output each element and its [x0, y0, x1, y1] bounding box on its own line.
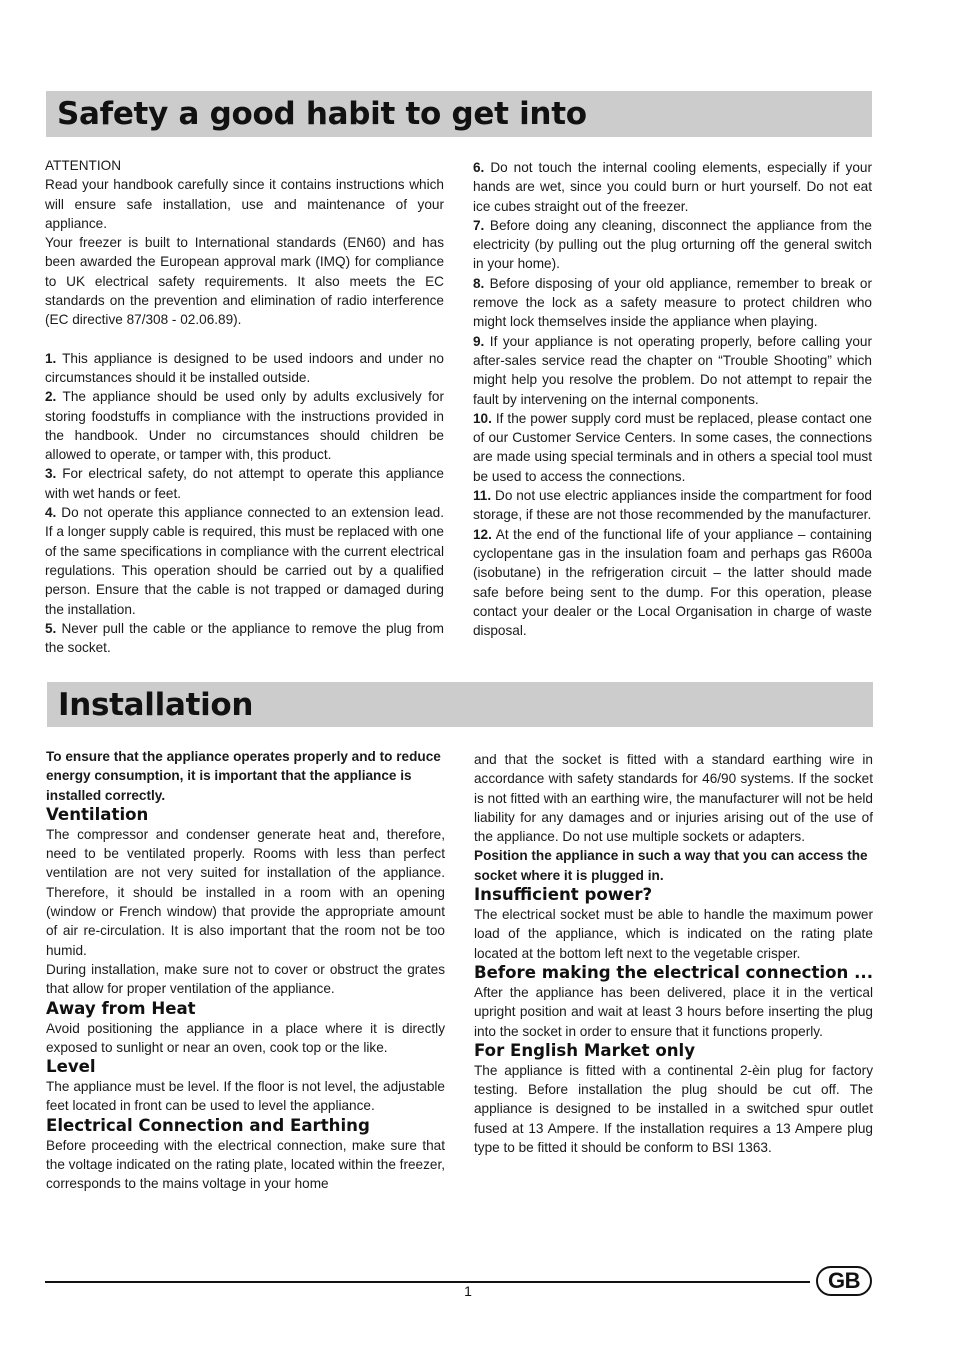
installation-title: Installation: [58, 686, 254, 723]
ventilation-heading: Ventilation: [46, 804, 149, 824]
footer-rule: [45, 1281, 810, 1283]
safety-item-9: 9. If your appliance is not operating properly, before calling your after-sales service read the chapter on “Trouble Shooting” which might help you resolve the problem. Do not attempt to repair the fault by intervening on the internal components.: [473, 333, 872, 407]
safety-title: Safety a good habit to get into: [57, 96, 587, 132]
before-connection-text: After the appliance has been delivered, place it in the vertical upright position and wait at least 3 hours before inserting the plug into the socket in order to ensure that it functions properly.: [474, 984, 873, 1039]
attention-label: ATTENTION: [45, 158, 122, 173]
safety-item-7: 7. Before doing any cleaning, disconnect the appliance from the electricity (by pulling out the plug orturning off the general switch in your home).: [473, 217, 872, 272]
safety-column-left: [45, 156, 444, 657]
ventilation-text-1: The compressor and condenser generate heat and, therefore, need to be ventilated properly. Rooms with less than perfect ventilation are not very suited for installation of the appliance. Therefore, it should be installed in a room with an opening (window or French window) that provide the appropriate amount of air re-circulation. It is also important that the room not be too humid.: [46, 826, 445, 958]
safety-item-3: 3. For electrical safety, do not attempt to operate this appliance with wet hands or feet.: [45, 466, 444, 501]
safety-item-1: 1. This appliance is designed to be used indoors and under no circumstances should it be installed outside.: [45, 350, 444, 385]
away-from-heat-heading: Away from Heat: [46, 998, 196, 1018]
installation-column-left: [46, 747, 445, 1194]
before-connection-heading: Before making the electrical connection ...: [474, 962, 874, 982]
installation-intro: To ensure that the appliance operates properly and to reduce energy consumption, it is important that the appliance is installed correctly.: [46, 749, 441, 803]
insufficient-power-text: The electrical socket must be able to handle the maximum power load of the appliance, which is indicated on the rating plate located at the bottom left next to the vegetable crisper.: [474, 907, 873, 961]
english-market-text: The appliance is fitted with a continental 2-èin plug for factory testing. Before installation the plug should be cut off. The appliance is designed to be installed in a switched spur outlet fused at 13 Ampere. If the installation requires a 13 Ampere plug type to be fitted it should be conform to BSI 1363.: [474, 1062, 873, 1156]
safety-intro-1: Read your handbook carefully since it contains instructions which will ensure safe installation, use and maintenance of your appliance.: [45, 177, 444, 231]
safety-item-10: 10. If the power supply cord must be replaced, please contact one of our Customer Service Centers. In some cases, the connections are made using special terminals and in others a special tool must be used to access the connections.: [473, 410, 872, 484]
level-text: The appliance must be level. If the floor is not level, the adjustable feet located in front can be used to level the appliance.: [46, 1079, 445, 1114]
safety-item-2: 2. The appliance should be used only by adults exclusively for storing foodstuffs in compliance with the instructions provided in the handbook. Under no circumstances should children be allowed to operate, or tamper with, this product.: [45, 389, 444, 463]
electrical-connection-text-a: Before proceeding with the electrical connection, make sure that the voltage indicated on the rating plate, located within the freezer, corresponds to the mains voltage in your home: [46, 1137, 446, 1192]
language-badge: GB: [816, 1266, 872, 1296]
installation-column-right: [474, 750, 873, 1157]
safety-item-5: 5. Never pull the cable or the appliance to remove the plug from the socket.: [45, 620, 444, 656]
safety-intro-2: Your freezer is built to International standards (EN60) and has been awarded the European approval mark (IMQ) for compliance to UK electrical safety requirements. It also meets the EC standards on the prevention and elimination of radio interference (EC directive 87/308 - 02.06.89).: [45, 235, 444, 328]
safety-item-6: 6. Do not touch the internal cooling elements, especially if your hands are wet, since you could burn or hurt yourself. Do not eat ice cubes straight out of the freezer.: [473, 160, 872, 214]
socket-access-note: Position the appliance in such a way that you can access the socket where it is plugged in.: [474, 848, 868, 883]
safety-column-right: [473, 158, 872, 640]
installation-heading-banner: [47, 682, 873, 727]
page-number: 1: [464, 1283, 472, 1299]
safety-item-4: 4. Do not operate this appliance connected to an extension lead. If a longer supply cable is required, this must be replaced with one of the same specifications in compliance with the current electrical regulations. This operation should be carried out by a qualified person. Ensure that the cable is not trapped or damaged during the installation.: [45, 505, 444, 617]
level-heading: Level: [46, 1057, 96, 1077]
safety-item-12: 12. At the end of the functional life of your appliance – containing cyclopentane gas in the insulation foam and perhaps gas R600a (isobutane) in the refrigeration circuit – the latter should made safe before being sent to the dump. For this operation, please contact your dealer or the Local Organisation in charge of waste disposal.: [473, 526, 872, 639]
safety-item-11: 11. Do not use electric appliances inside the compartment for food storage, if these are not those recommended by the manufacturer.: [473, 488, 872, 523]
away-from-heat-text: Avoid positioning the appliance in a place where it is directly exposed to sunlight or near an oven, cook top or the like.: [46, 1020, 445, 1055]
electrical-connection-text-b: and that the socket is fitted with a standard earthing wire in accordance with safety standards for 46/90 systems. If the socket is not fitted with an earthing wire, the manufacturer will not be held liability for any damages and or injuries arising out of the use of the appliance. Do not use multiple sockets or adapters.: [474, 752, 873, 845]
english-market-heading: For English Market only: [474, 1040, 696, 1060]
ventilation-text-2: During installation, make sure not to cover or obstruct the grates that allow for proper ventilation of the appliance.: [46, 961, 445, 997]
safety-heading-banner: [46, 91, 872, 137]
safety-item-8: 8. Before disposing of your old appliance, remember to break or remove the lock as a safety measure to protect children who might lock themselves inside the appliance when playing.: [473, 275, 872, 330]
insufficient-power-heading: Insufficient power?: [474, 885, 653, 905]
electrical-connection-heading: Electrical Connection and Earthing: [46, 1115, 370, 1135]
